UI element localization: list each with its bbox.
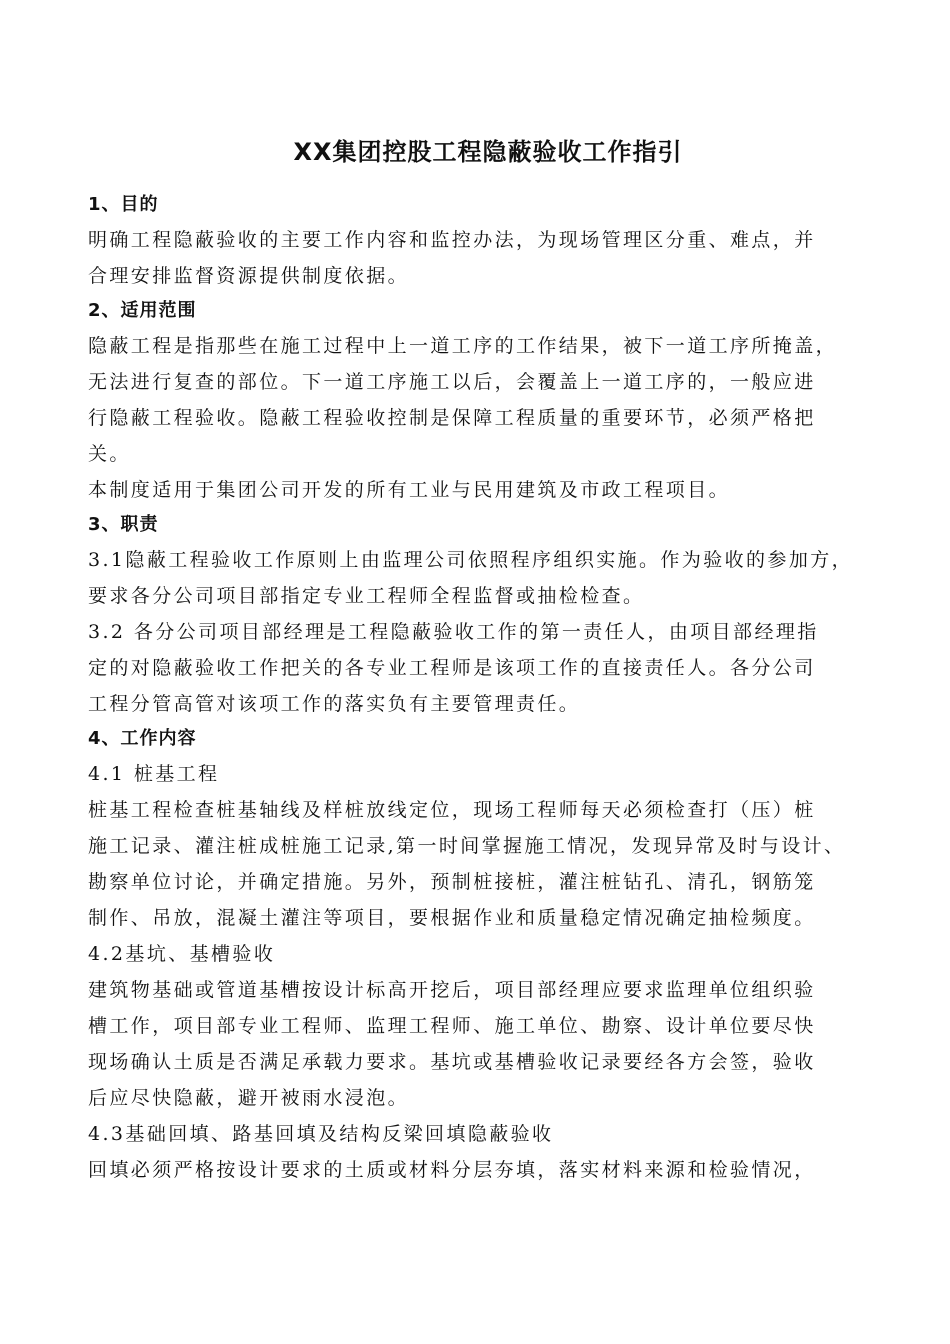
section-work-content	[88, 722, 888, 1188]
document-title: XX集团控股工程隐蔽验收工作指引	[293, 138, 683, 166]
section-body	[88, 222, 888, 294]
text-line: 隐蔽工程是指那些在施工过程中上一道工序的工作结果，被下一道工序所掩盖，	[88, 335, 838, 357]
text-line: 要求各分公司项目部指定专业工程师全程监督或抽检检查。	[88, 585, 645, 607]
subsection-body	[88, 792, 888, 936]
text-line: 桩基工程检查桩基轴线及样桩放线定位，现场工程师每天必须检查打（压）桩	[88, 799, 816, 821]
text-line: 建筑物基础或管道基槽按设计标高开挖后，项目部经理应要求监理单位组织验	[88, 979, 816, 1001]
section-purpose	[88, 188, 888, 294]
text-line: 3.2 各分公司项目部经理是工程隐蔽验收工作的第一责任人，由项目部经理指	[88, 621, 819, 643]
text-line: 施工记录、灌注桩成桩施工记录,第一时间掌握施工情况，发现异常及时与设计、	[88, 835, 846, 857]
text-line: 明确工程隐蔽验收的主要工作内容和监控办法，为现场管理区分重、难点，并	[88, 229, 816, 251]
section-heading: 1、目的	[88, 194, 159, 215]
text-line: 关。	[88, 443, 131, 465]
section-body	[88, 542, 888, 722]
subsection-title: 4.3基础回填、路基回填及结构反梁回填隐蔽验收	[88, 1123, 554, 1145]
section-scope	[88, 294, 888, 508]
document-page	[88, 130, 888, 1188]
text-line: 行隐蔽工程验收。隐蔽工程验收控制是保障工程质量的重要环节，必须严格把	[88, 407, 816, 429]
text-line: 3.1隐蔽工程验收工作原则上由监理公司依照程序组织实施。作为验收的参加方，	[88, 549, 854, 571]
text-line: 工程分管高管对该项工作的落实负有主要管理责任。	[88, 693, 581, 715]
text-line: 定的对隐蔽验收工作把关的各专业工程师是该项工作的直接责任人。各分公司	[88, 657, 816, 679]
section-heading: 3、职责	[88, 514, 159, 535]
text-line: 勘察单位讨论，并确定措施。另外，预制桩接桩，灌注桩钻孔、清孔，钢筋笼	[88, 871, 816, 893]
subsection-body	[88, 972, 888, 1116]
section-heading: 4、工作内容	[88, 728, 197, 749]
subsection-body	[88, 1152, 888, 1188]
text-line: 无法进行复查的部位。下一道工序施工以后，会覆盖上一道工序的，一般应进	[88, 371, 816, 393]
section-responsibilities	[88, 508, 888, 722]
text-line: 现场确认土质是否满足承载力要求。基坑或基槽验收记录要经各方会签，验收	[88, 1051, 816, 1073]
section-heading: 2、适用范围	[88, 300, 197, 321]
section-body	[88, 328, 888, 508]
text-line: 制作、吊放，混凝土灌注等项目，要根据作业和质量稳定情况确定抽检频度。	[88, 907, 816, 929]
text-line: 槽工作，项目部专业工程师、监理工程师、施工单位、勘察、设计单位要尽快	[88, 1015, 816, 1037]
subsection-title: 4.2基坑、基槽验收	[88, 943, 276, 965]
subsection-title: 4.1 桩基工程	[88, 763, 220, 785]
text-line: 回填必须严格按设计要求的土质或材料分层夯填，落实材料来源和检验情况，	[88, 1159, 816, 1181]
text-line: 本制度适用于集团公司开发的所有工业与民用建筑及市政工程项目。	[88, 479, 731, 501]
text-line: 合理安排监督资源提供制度依据。	[88, 265, 410, 287]
text-line: 后应尽快隐蔽，避开被雨水浸泡。	[88, 1087, 410, 1109]
